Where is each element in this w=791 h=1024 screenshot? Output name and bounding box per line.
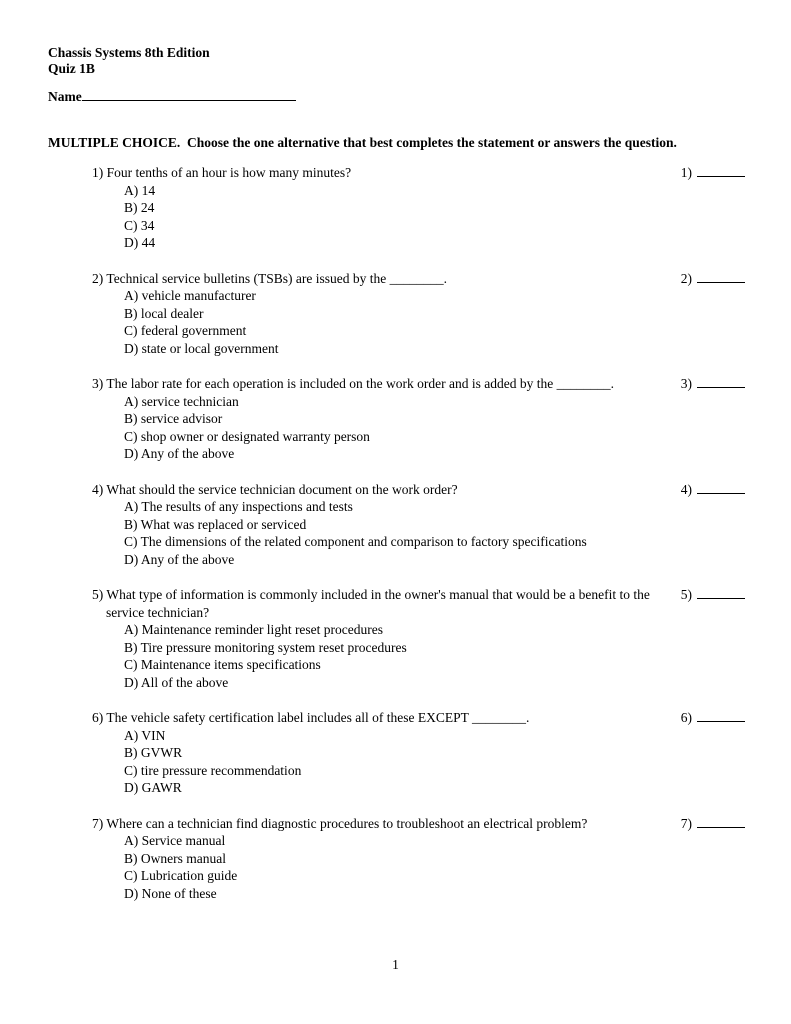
question-block	[92, 815, 745, 903]
question-body: What should the service technician document on the work order?	[106, 481, 458, 497]
answer-slot	[681, 375, 745, 393]
document-title: Chassis Systems 8th Edition	[48, 45, 210, 60]
choice: C) shop owner or designated warranty person	[124, 428, 370, 444]
answer-number: 1)	[680, 165, 692, 180]
question-main	[92, 164, 668, 252]
choice: D) GAWR	[124, 780, 182, 795]
question-number: 1)	[92, 165, 107, 180]
choice: B) 24	[124, 200, 155, 215]
choice: B) local dealer	[124, 305, 204, 321]
question-main	[92, 481, 668, 569]
name-blank-line	[82, 88, 296, 101]
choice: A) service technician	[124, 393, 239, 409]
question-body: The vehicle safety certification label includes all of these EXCEPT ________.	[106, 710, 530, 725]
question-number: 2)	[92, 270, 107, 286]
question-block	[92, 375, 745, 463]
name-row	[48, 88, 745, 105]
answer-number: 7)	[680, 815, 692, 831]
choice: B) What was replaced or serviced	[124, 516, 307, 532]
answer-blank-line	[697, 481, 745, 494]
question-number: 5)	[92, 587, 107, 602]
question-body: Four tenths of an hour is how many minutes?	[106, 165, 352, 180]
question-body: What type of information is commonly included in the owner's manual that would be a benefit to the service technician?	[106, 587, 650, 620]
question-text	[92, 164, 668, 182]
choice-list	[124, 727, 668, 797]
question-block	[92, 270, 745, 358]
answer-slot	[681, 586, 745, 604]
choice-list	[124, 393, 668, 463]
choice: C) tire pressure recommendation	[124, 762, 302, 778]
choice: A) 14	[124, 182, 156, 198]
section-instructions: MULTIPLE CHOICE. Choose the one alternative that best completes the statement or answers the question.	[48, 135, 677, 150]
choice: C) The dimensions of the related component and comparison to factory specifications	[124, 534, 587, 549]
question-main	[92, 270, 668, 358]
choice-list	[124, 182, 668, 252]
choice-list	[124, 498, 668, 568]
answer-blank-line	[697, 709, 745, 722]
choice: A) vehicle manufacturer	[124, 288, 256, 303]
answer-blank-line	[697, 375, 745, 388]
question-text	[92, 481, 668, 499]
answer-number: 6)	[680, 710, 692, 725]
question-text	[92, 270, 668, 288]
answer-number: 4)	[680, 481, 692, 497]
choice: C) Lubrication guide	[124, 868, 238, 883]
answer-blank-line	[697, 586, 745, 599]
question-text	[92, 709, 668, 727]
question-number: 6)	[92, 710, 107, 725]
answer-slot	[681, 815, 745, 833]
question-body: The labor rate for each operation is included on the work order and is added by the ________.	[106, 376, 614, 391]
answer-blank-line	[697, 815, 745, 828]
question-block	[92, 481, 745, 569]
choice: A) Maintenance reminder light reset procedures	[124, 622, 384, 637]
choice: B) GVWR	[124, 745, 183, 760]
answer-number: 2)	[680, 270, 692, 286]
question-body: Where can a technician find diagnostic procedures to troubleshoot an electrical problem?	[106, 815, 588, 831]
question-list	[92, 164, 745, 902]
choice-list	[124, 287, 668, 357]
choice: C) federal government	[124, 323, 247, 338]
choice: A) VIN	[124, 727, 166, 743]
choice: B) Tire pressure monitoring system reset procedures	[124, 639, 407, 655]
question-block	[92, 709, 745, 797]
answer-slot	[681, 709, 745, 727]
quiz-label: Quiz 1B	[48, 60, 95, 76]
choice-list	[124, 832, 668, 902]
answer-slot	[681, 164, 745, 182]
answer-number: 5)	[680, 587, 692, 602]
document-header	[48, 45, 745, 76]
answer-number: 3)	[680, 376, 692, 391]
choice: D) 44	[124, 235, 156, 250]
question-body: Technical service bulletins (TSBs) are issued by the ________.	[106, 270, 447, 286]
page-number: 1	[392, 957, 399, 972]
answer-slot	[681, 270, 745, 288]
choice: D) None of these	[124, 885, 217, 901]
choice: D) Any of the above	[124, 446, 235, 461]
choice: C) 34	[124, 217, 155, 233]
answer-blank-line	[697, 164, 745, 177]
question-text	[92, 375, 668, 393]
choice: D) All of the above	[124, 674, 229, 690]
question-number: 3)	[92, 376, 107, 391]
question-number: 4)	[92, 481, 107, 497]
choice: A) The results of any inspections and tests	[124, 499, 353, 514]
question-block	[92, 586, 745, 691]
question-text	[92, 815, 668, 833]
question-block	[92, 164, 745, 252]
answer-slot	[681, 481, 745, 499]
choice: C) Maintenance items specifications	[124, 657, 321, 672]
name-label: Name	[48, 89, 82, 104]
question-main	[92, 815, 668, 903]
answer-blank-line	[697, 270, 745, 283]
question-number: 7)	[92, 815, 107, 831]
choice: D) Any of the above	[124, 551, 235, 567]
choice: B) Owners manual	[124, 850, 226, 866]
choice-list	[124, 621, 668, 691]
choice: D) state or local government	[124, 340, 279, 356]
question-main	[92, 586, 668, 691]
choice: B) service advisor	[124, 411, 223, 426]
question-main	[92, 375, 668, 463]
question-main	[92, 709, 668, 797]
choice: A) Service manual	[124, 833, 226, 848]
question-text	[92, 586, 668, 621]
